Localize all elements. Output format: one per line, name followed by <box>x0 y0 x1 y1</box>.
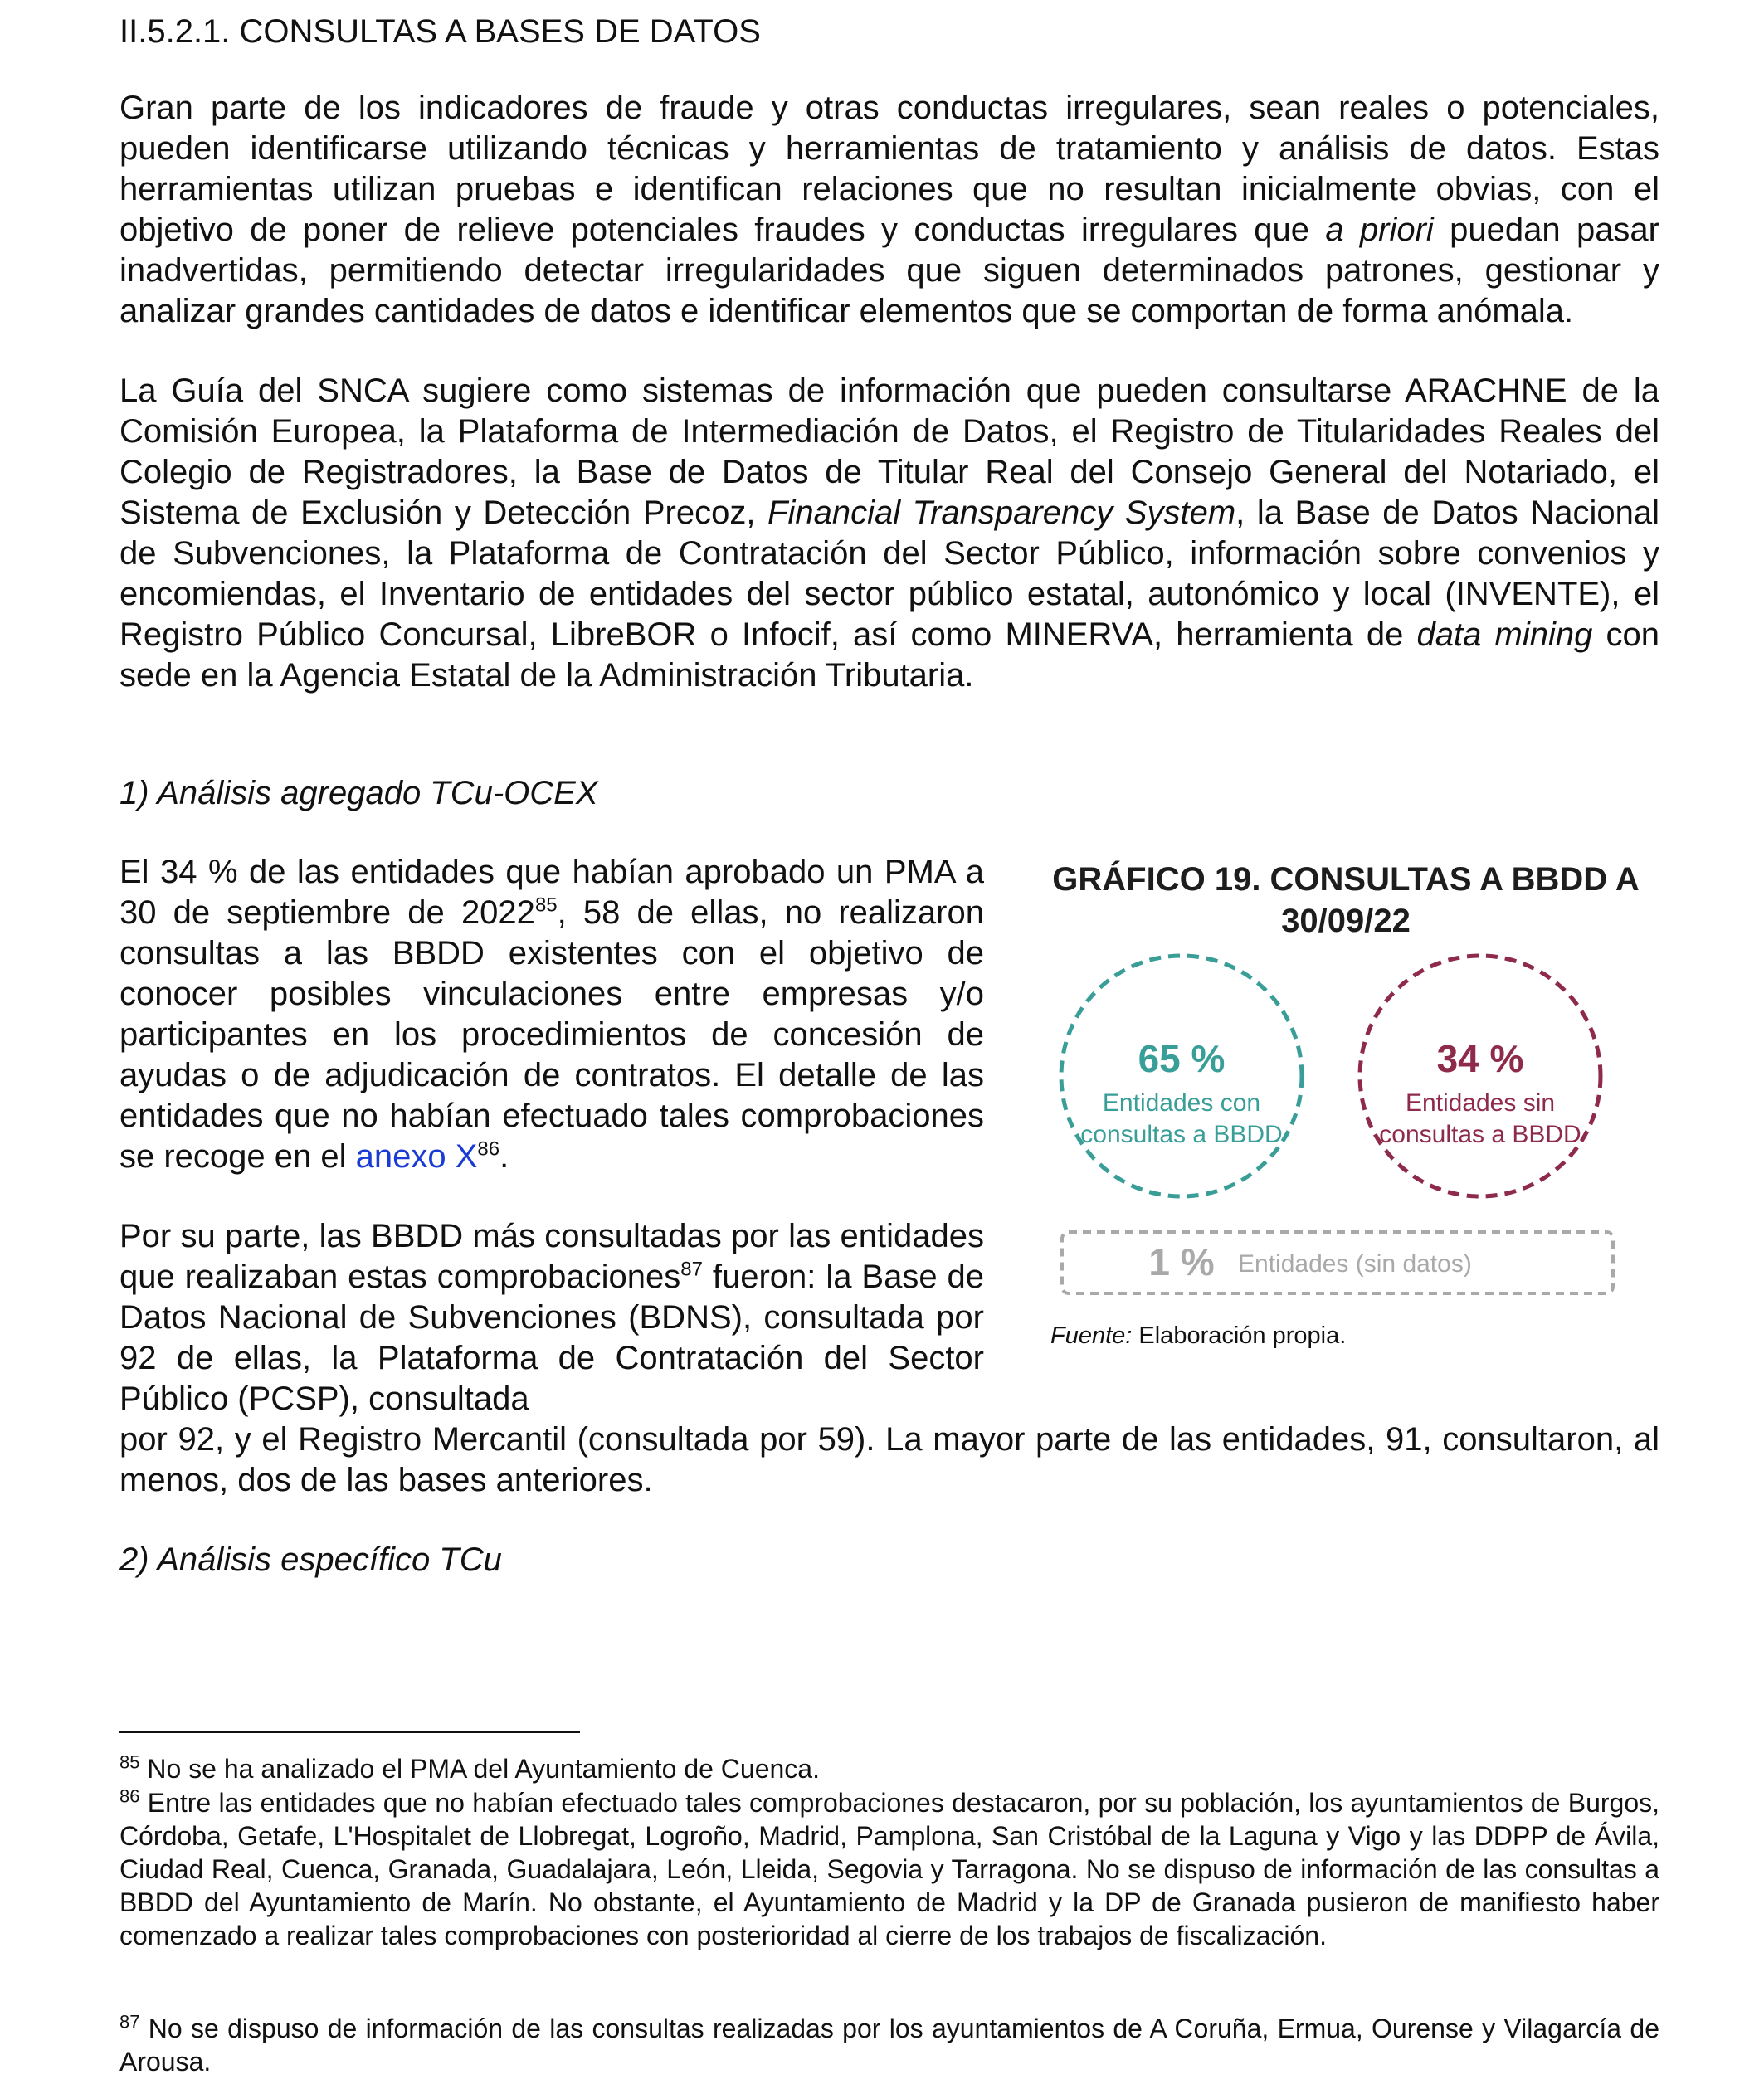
footnote-number: 86 <box>119 1785 140 1807</box>
footnote-ref-85[interactable]: 85 <box>534 894 558 917</box>
category-label: consultas a BBDD <box>1080 1121 1283 1148</box>
category-label: Entidades con <box>1102 1089 1261 1117</box>
footnote-text: Entre las entidades que no habían efectuado tales comprobaciones destacaron, por su población, los ayuntamientos de Burgos, Córdoba, Getafe, L'Hospitalet de Llobregat, Logroño, Madrid, Pamplona, San Cristóbal de la Laguna y Vigo y las DDPP de Ávila, Ciudad Real, Cuenca, Granada, Guadalajara, León, Lleida, Segovia y Tarragona. No se dispuso de información de las consultas a BBDD del Ayuntamiento de Marín. No obstante, el Ayuntamiento de Madrid y la DP de Granada pusieron de manifiesto haber comenzado a realizar tales comprobaciones con posterioridad al cierre de los trabajos de fiscalización. <box>119 1788 1659 1950</box>
data-label-percent: 65 % <box>1138 1037 1226 1080</box>
document-page <box>119 0 1659 2094</box>
source-text: Elaboración propia. <box>1132 1322 1347 1349</box>
paragraph-text: Gran parte de los indicadores de fraude y otras conductas irregulares, sean reales o potenciales, pueden identificarse utilizando técnicas y herramientas de tratamiento y análisis de datos. Estas herramientas utilizan pruebas e identifican relaciones que no resultan inicialmente obvias, con el objetivo de poner de relieve potenciales fraudes y conductas irregulares que <box>119 90 1659 248</box>
chart-source <box>1050 1321 1346 1351</box>
paragraph-data-analysis <box>119 88 1659 332</box>
italic-term: a priori <box>1325 212 1434 248</box>
paragraph-text: , la Base de Datos Nacional de Subvenciones, la Plataforma de Contratación del Sector Público, información sobre convenios y encomiendas, el Inventario de entidades del sector público estatal, autonómico y local (INVENTE), el Registro Público Concursal, LibreBOR o Infocif, así como MINERVA, herramienta de <box>119 494 1659 653</box>
paragraph-text: Por su parte, las BBDD más consultadas por las entidades que realizaban estas comprobaciones <box>119 1218 984 1295</box>
footnote-87 <box>119 2012 1659 2078</box>
category-label: Entidades sin <box>1405 1089 1556 1117</box>
footnote-text: No se ha analizado el PMA del Ayuntamiento de Cuenca. <box>139 1754 820 1784</box>
chart-title: GRÁFICO 19. CONSULTAS A BBDD A 30/09/22 <box>1052 861 1640 939</box>
footnote-text: No se dispuso de información de las consultas realizadas por los ayuntamientos de A Coruña, Ermua, Ourense y Vilagarcía de Arousa. <box>119 2014 1659 2077</box>
section-title: II.5.2.1. CONSULTAS A BASES DE DATOS <box>119 13 761 50</box>
footnote-number: 87 <box>119 2011 140 2033</box>
paragraph-text: , 58 de ellas, no realizaron consultas a las BBDD existentes con el objetivo de conocer posibles vinculaciones entre empresas y/o participantes en los procedimientos de concesión de ayudas o de adjudicación de contratos. El detalle de las entidades que no habían efectuado tales comprobaciones se recoge en el <box>119 894 984 1175</box>
paragraph-text: fueron: la Base de Datos Nacional de Subvenciones (BDNS), consultada por 92 de ellas, la Plataforma de Contratación del Sector Público (PCSP), consultada <box>119 1259 985 1417</box>
annex-link[interactable]: anexo X <box>355 1138 478 1175</box>
footnote-85 <box>119 1752 1659 1785</box>
category-label: Entidades (sin datos) <box>1238 1250 1472 1278</box>
footnote-86 <box>119 1786 1659 1952</box>
category-label: consultas a BBDD <box>1379 1121 1581 1148</box>
footnote-separator <box>119 1731 580 1733</box>
paragraph-entities-without-queries <box>119 852 984 1177</box>
footnote-ref-87[interactable]: 87 <box>680 1258 703 1281</box>
chart-consultas-bbdd <box>1032 850 1659 1398</box>
subheading-specific-analysis: 2) Análisis específico TCu <box>119 1541 502 1578</box>
data-label-percent: 34 % <box>1436 1037 1524 1080</box>
footnote-number: 85 <box>119 1751 140 1773</box>
paragraph-most-consulted-dbs <box>119 1216 984 1420</box>
paragraph-text: La Guía del SNCA sugiere como sistemas de información que pueden consultarse ARACHNE de la Comisión Europea, la Plataforma de Intermediación de Datos, el Registro de Titularidades Reales del Colegio de Registradores, la Base de Datos de Titular Real del Consejo General del Notariado, el Sistema de Exclusión y Detección Precoz, <box>119 373 1659 531</box>
paragraph-snca-guide <box>119 371 1659 696</box>
italic-term: data mining <box>1416 616 1593 653</box>
paragraph-text: . <box>499 1138 509 1175</box>
paragraph-text: El 34 % de las entidades que habían aprobado un PMA a 30 de septiembre de 2022 <box>119 854 984 931</box>
chart-svg <box>1032 850 1659 1315</box>
subheading-aggregate-analysis: 1) Análisis agregado TCu-OCEX <box>119 775 598 811</box>
paragraph-text: puedan pasar inadvertidas, permitiendo detectar irregularidades que siguen determinados patrones, gestionar y analizar grandes cantidades de datos e identificar elementos que se comportan de forma anómala. <box>119 212 1660 329</box>
paragraph-text: con sede en la Agencia Estatal de la Administración Tributaria. <box>119 616 1660 694</box>
paragraph-most-consulted-dbs-cont: por 92, y el Registro Mercantil (consultada por 59). La mayor parte de las entidades, 91, consultaron, al menos, dos de las bases anteriores. <box>119 1421 1659 1498</box>
italic-term: Financial Transparency System <box>767 494 1236 531</box>
source-label: Fuente: <box>1050 1322 1133 1349</box>
data-label-percent: 1 % <box>1148 1240 1215 1283</box>
footnote-ref-86[interactable]: 86 <box>477 1137 500 1161</box>
